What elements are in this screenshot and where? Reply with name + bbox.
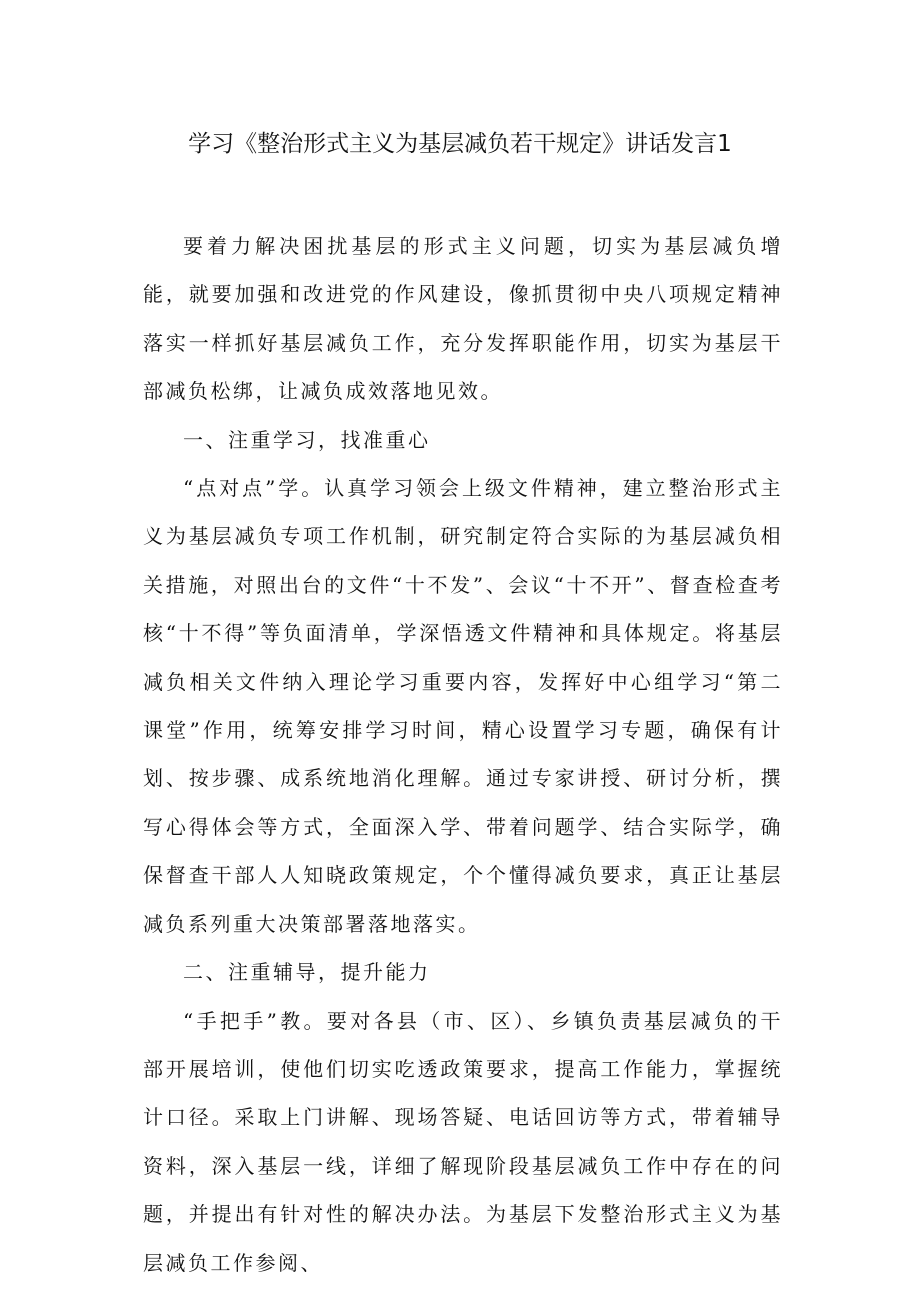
document-title: 学习《整治形式主义为基层减负若干规定》讲话发言1 — [188, 131, 732, 157]
section-heading-2: 二、注重辅导，提升能力 — [183, 960, 431, 985]
section-2-paragraph: “手把手”教。要对各县（市、区）、乡镇负责基层减负的干部开展培训，使他们切实吃透政策要求，提高工作能力，掌握统计口径。采取上门讲解、现场答疑、电话回访等方式，带着辅导资料，深入基层一线，详细了解现阶段基层减负工作中存在的问题，并提出有针对性的解决办法。为基层下发整治形式主义为基层减负工作参阅、 — [143, 1008, 783, 1275]
document-body — [143, 222, 783, 1287]
section-1-paragraph: “点对点”学。认真学习领会上级文件精神，建立整治形式主义为基层减负专项工作机制，研究制定符合实际的为基层减负相关措施，对照出台的文件“十不发”、会议“十不开”、督查检查考核“十不得”等负面清单，学深悟透文件精神和具体规定。将基层减负相关文件纳入理论学习重要内容，发挥好中心组学习“第二课堂”作用，统筹安排学习时间，精心设置学习专题，确保有计划、按步骤、成系统地消化理解。通过专家讲授、研讨分析，撰写心得体会等方式，全面深入学、带着问题学、结合实际学，确保督查干部人人知晓政策规定，个个懂得减负要求，真正让基层减负系列重大决策部署落地落实。 — [143, 476, 783, 936]
section-heading-1: 一、注重学习，找准重心 — [183, 427, 431, 452]
intro-paragraph: 要着力解决困扰基层的形式主义问题，切实为基层减负增能，就要加强和改进党的作风建设，像抓贯彻中央八项规定精神落实一样抓好基层减负工作，充分发挥职能作用，切实为基层干部减负松绑，让减负成效落地见效。 — [143, 234, 783, 404]
